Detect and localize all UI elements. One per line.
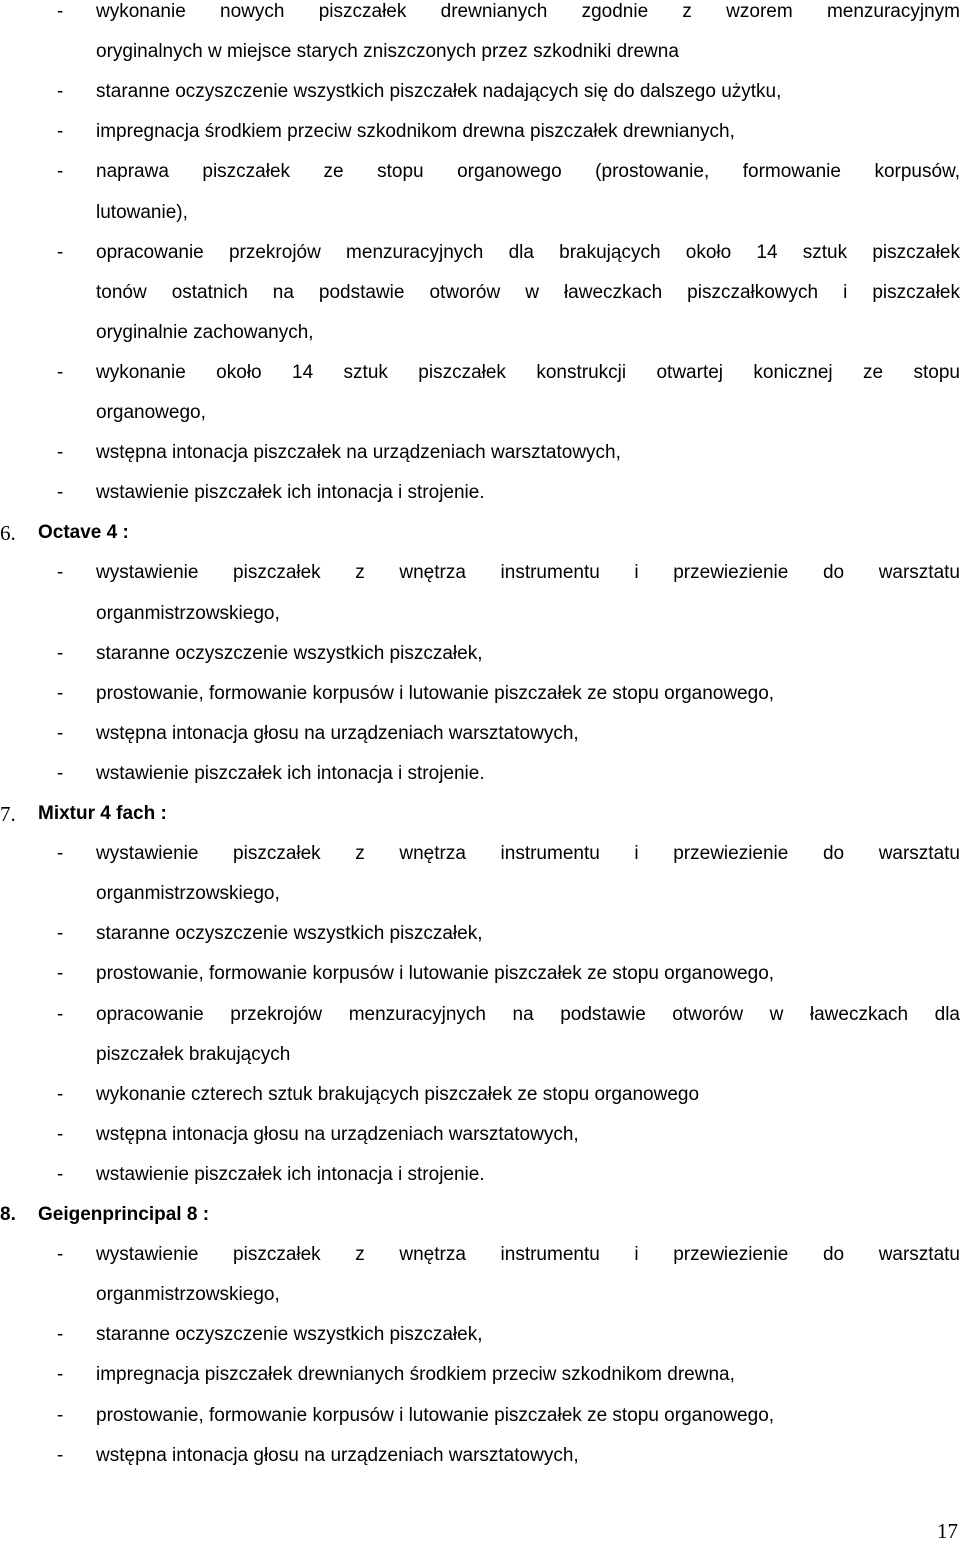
list-item-text: wykonanie czterech sztuk brakujących piszczałek ze stopu organowego [96, 1084, 700, 1105]
list-item-continuation [0, 41, 960, 81]
list-bullet-dash: - [57, 1364, 64, 1385]
list-item-text: organowego, [96, 402, 206, 423]
list-item-text: oryginalnych w miejsce starych zniszczonych przez szkodniki drewna [96, 41, 679, 62]
list-item [0, 362, 960, 402]
list-bullet-dash: - [57, 723, 64, 744]
list-bullet-dash: - [57, 362, 64, 383]
list-item [0, 643, 960, 683]
list-item-text: wystawienie piszczałek z wnętrza instrumentu i przewiezienie do warsztatu [96, 843, 960, 864]
list-item-continuation [0, 202, 960, 242]
section-title: Mixtur 4 fach : [38, 803, 167, 824]
list-item-text: wstępna intonacja piszczałek na urządzeniach warsztatowych, [96, 442, 621, 463]
section-number: 7. [0, 802, 16, 826]
list-item-text: wstępna intonacja głosu na urządzeniach warsztatowych, [96, 1445, 579, 1466]
list-item [0, 963, 960, 1003]
list-item [0, 723, 960, 763]
list-item-text: organmistrzowskiego, [96, 1284, 280, 1305]
list-item [0, 1364, 960, 1404]
list-item [0, 843, 960, 883]
list-bullet-dash: - [57, 1445, 64, 1466]
list-bullet-dash: - [57, 482, 64, 503]
list-item-text: wykonanie nowych piszczałek drewnianych zgodnie z wzorem menzuracyjnym [96, 1, 960, 22]
list-item-continuation [0, 1044, 960, 1084]
list-bullet-dash: - [57, 1124, 64, 1145]
list-item [0, 1405, 960, 1445]
list-item-text: opracowanie przekrojów menzuracyjnych na podstawie otworów w ławeczkach dla [96, 1004, 960, 1025]
list-item-continuation [0, 1284, 960, 1324]
list-item-continuation [0, 603, 960, 643]
list-bullet-dash: - [57, 1405, 64, 1426]
list-item [0, 81, 960, 121]
list-item-text: wystawienie piszczałek z wnętrza instrumentu i przewiezienie do warsztatu [96, 562, 960, 583]
list-item-text: staranne oczyszczenie wszystkich piszczałek, [96, 1324, 483, 1345]
list-bullet-dash: - [57, 1244, 64, 1265]
list-item [0, 242, 960, 282]
list-bullet-dash: - [57, 763, 64, 784]
list-bullet-dash: - [57, 1, 64, 22]
section-number: 8. [0, 1204, 16, 1225]
list-item [0, 161, 960, 201]
section-heading [0, 803, 960, 843]
section-title: Octave 4 : [38, 522, 129, 543]
list-bullet-dash: - [57, 121, 64, 142]
section-heading [0, 1204, 960, 1244]
page-number: 17 [937, 1519, 958, 1543]
list-bullet-dash: - [57, 442, 64, 463]
list-item-text: staranne oczyszczenie wszystkich piszczałek, [96, 643, 483, 664]
section-number: 6. [0, 521, 16, 545]
list-item-text: wstępna intonacja głosu na urządzeniach warsztatowych, [96, 1124, 579, 1145]
list-bullet-dash: - [57, 1004, 64, 1025]
list-item-text: wstępna intonacja głosu na urządzeniach warsztatowych, [96, 723, 579, 744]
list-item-text: piszczałek brakujących [96, 1044, 291, 1065]
list-item-text: opracowanie przekrojów menzuracyjnych dla brakujących około 14 sztuk piszczałek [96, 242, 960, 263]
list-item [0, 1164, 960, 1204]
list-bullet-dash: - [57, 963, 64, 984]
list-item [0, 482, 960, 522]
list-bullet-dash: - [57, 1324, 64, 1345]
list-item-text: staranne oczyszczenie wszystkich piszczałek, [96, 923, 483, 944]
list-item-text: tonów ostatnich na podstawie otworów w ławeczkach piszczałkowych i piszczałek [96, 282, 960, 303]
list-item-continuation [0, 883, 960, 923]
list-bullet-dash: - [57, 1084, 64, 1105]
list-bullet-dash: - [57, 562, 64, 583]
list-item [0, 1445, 960, 1485]
list-item-continuation [0, 402, 960, 442]
list-bullet-dash: - [57, 1164, 64, 1185]
list-item-text: wstawienie piszczałek ich intonacja i strojenie. [96, 1164, 485, 1185]
list-item-text: prostowanie, formowanie korpusów i lutowanie piszczałek ze stopu organowego, [96, 963, 775, 984]
list-item-text: organmistrzowskiego, [96, 883, 280, 904]
list-item [0, 1124, 960, 1164]
list-item [0, 1244, 960, 1284]
list-item-text: lutowanie), [96, 202, 188, 223]
list-item-continuation [0, 282, 960, 322]
list-bullet-dash: - [57, 81, 64, 102]
list-item-text: impregnacja piszczałek drewnianych środkiem przeciw szkodnikom drewna, [96, 1364, 735, 1385]
list-item-continuation [0, 322, 960, 362]
list-item-text: wstawienie piszczałek ich intonacja i strojenie. [96, 763, 485, 784]
list-item [0, 1, 960, 41]
list-item [0, 442, 960, 482]
list-item-text: staranne oczyszczenie wszystkich piszczałek nadających się do dalszego użytku, [96, 81, 782, 102]
list-bullet-dash: - [57, 923, 64, 944]
list-item-text: impregnacja środkiem przeciw szkodnikom drewna piszczałek drewnianych, [96, 121, 735, 142]
list-item [0, 1324, 960, 1364]
list-bullet-dash: - [57, 843, 64, 864]
list-item-text: wystawienie piszczałek z wnętrza instrumentu i przewiezienie do warsztatu [96, 1244, 960, 1265]
section-title: Geigenprincipal 8 : [38, 1204, 210, 1225]
list-item-text: prostowanie, formowanie korpusów i lutowanie piszczałek ze stopu organowego, [96, 683, 775, 704]
list-item [0, 562, 960, 602]
list-item-text: organmistrzowskiego, [96, 603, 280, 624]
list-item [0, 1084, 960, 1124]
list-item-text: naprawa piszczałek ze stopu organowego (prostowanie, formowanie korpusów, [96, 161, 960, 182]
list-item [0, 683, 960, 723]
list-bullet-dash: - [57, 643, 64, 664]
list-bullet-dash: - [57, 161, 64, 182]
list-bullet-dash: - [57, 242, 64, 263]
list-item [0, 763, 960, 803]
list-item [0, 121, 960, 161]
list-item [0, 923, 960, 963]
list-item-text: wykonanie około 14 sztuk piszczałek konstrukcji otwartej konicznej ze stopu [96, 362, 960, 383]
list-item-text: oryginalnie zachowanych, [96, 322, 314, 343]
list-item [0, 1004, 960, 1044]
list-item-text: prostowanie, formowanie korpusów i lutowanie piszczałek ze stopu organowego, [96, 1405, 775, 1426]
list-item-text: wstawienie piszczałek ich intonacja i strojenie. [96, 482, 485, 503]
list-bullet-dash: - [57, 683, 64, 704]
section-heading [0, 522, 960, 562]
